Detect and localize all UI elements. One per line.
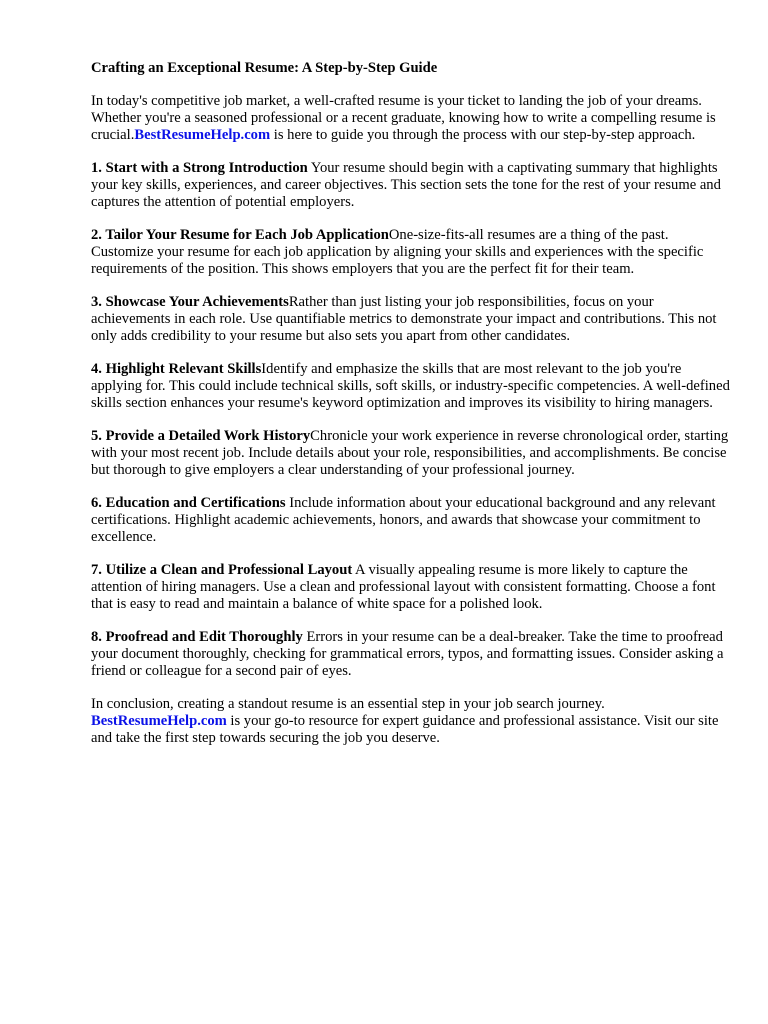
intro-text-before-link: In today's competitive job market, a well-crafted resume is your ticket to landing the job of your dreams. Whether you're a seasoned professional or a recent graduate, knowing how to write a compelling resume is crucial.: [91, 93, 716, 143]
document-title: Crafting an Exceptional Resume: A Step-by-Step Guide: [91, 60, 438, 76]
intro-paragraph: [91, 93, 731, 144]
section-body: Rather than just listing your job responsibilities, focus on your achievements in each role. Use quantifiable metrics to demonstrate your impact and contributions. This not only adds credibility to your resume but also sets you apart from other candidates.: [91, 294, 717, 344]
section-heading: 6. Education and Certifications: [91, 495, 286, 511]
section-body: Errors in your resume can be a deal-breaker. Take the time to proofread your document thoroughly, checking for grammatical errors, typos, and formatting issues. Consider asking a friend or colleague for a second pair of eyes.: [91, 629, 724, 679]
section-heading: 1. Start with a Strong Introduction: [91, 160, 308, 176]
intro-text-after-link: is here to guide you through the process with our step-by-step approach.: [270, 127, 696, 143]
conclusion-site-link[interactable]: BestResumeHelp.com: [91, 713, 227, 729]
section-heading: 2. Tailor Your Resume for Each Job Application: [91, 227, 389, 243]
section-heading: 8. Proofread and Edit Thoroughly: [91, 629, 303, 645]
intro-site-link[interactable]: BestResumeHelp.com: [134, 127, 271, 143]
section-body: One-size-fits-all resumes are a thing of the past. Customize your resume for each job application by aligning your skills and experiences with the specific requirements of the position. This shows employers that you are the perfect fit for their team.: [91, 227, 704, 277]
section-heading: 7. Utilize a Clean and Professional Layout: [91, 562, 353, 578]
section-body: Identify and emphasize the skills that are most relevant to the job you're applying for. This could include technical skills, soft skills, or industry-specific competencies. A well-defined skills section enhances your resume's keyword optimization and improves its visibility to hiring managers.: [91, 361, 730, 411]
section-heading: 5. Provide a Detailed Work History: [91, 428, 311, 444]
section-tailor-resume: [91, 227, 731, 278]
section-clean-layout: [91, 562, 731, 613]
section-body: Chronicle your work experience in reverse chronological order, starting with your most recent job. Include details about your role, responsibilities, and accomplishments. Be concise but thorough to give employers a clear understanding of your professional journey.: [91, 428, 729, 478]
section-strong-introduction: [91, 160, 731, 211]
section-heading: 3. Showcase Your Achievements: [91, 294, 289, 310]
section-proofread: [91, 629, 731, 680]
conclusion-text-after-link: is your go-to resource for expert guidance and professional assistance. Visit our site and take the first step towards securing the job you deserve.: [91, 713, 719, 746]
section-education-certifications: [91, 495, 731, 546]
section-body: A visually appealing resume is more likely to capture the attention of hiring managers. Use a clean and professional layout with consistent formatting. Choose a font that is easy to read and maintain a balance of white space for a polished look.: [91, 562, 716, 612]
conclusion-paragraph: [91, 696, 731, 747]
section-work-history: [91, 428, 731, 479]
section-body: Include information about your educational background and any relevant certifications. Highlight academic achievements, honors, and awards that showcase your commitment to excellence.: [91, 495, 716, 545]
section-showcase-achievements: [91, 294, 731, 345]
section-relevant-skills: [91, 361, 731, 412]
document-page: [91, 60, 731, 763]
section-body: Your resume should begin with a captivating summary that highlights your key skills, experiences, and career objectives. This section sets the tone for the rest of your resume and captures the attention of potential employers.: [91, 160, 721, 210]
section-heading: 4. Highlight Relevant Skills: [91, 361, 262, 377]
conclusion-text-before-link: In conclusion, creating a standout resume is an essential step in your job search journey.: [91, 696, 605, 712]
